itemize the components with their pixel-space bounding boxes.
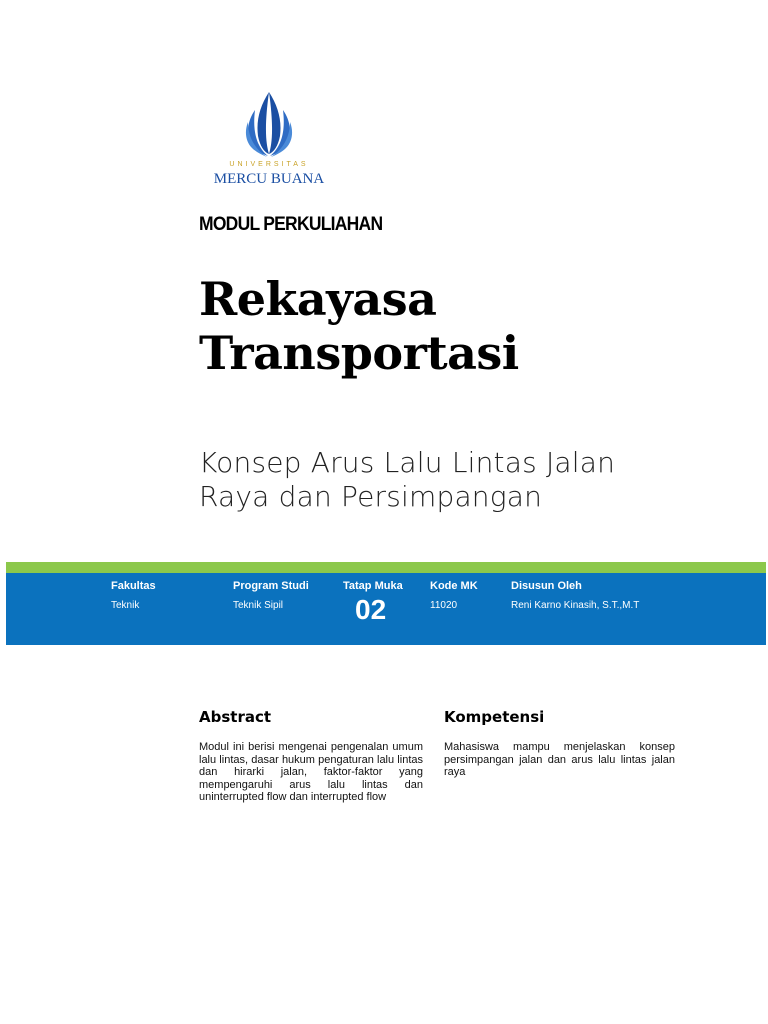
abstract-heading: Abstract: [199, 708, 272, 726]
page-subtitle: [199, 446, 615, 514]
tatap-muka-value: 02: [355, 594, 387, 625]
page-title: [199, 272, 519, 380]
kode-mk-label: Kode MK: [430, 580, 478, 592]
fakultas-block: [111, 580, 156, 611]
university-logo: [200, 88, 338, 192]
flame-emblem-icon: [200, 88, 338, 160]
title-line-2: Transportasi: [199, 326, 519, 380]
logo-universitas-label: UNIVERSITAS: [229, 161, 309, 168]
disusun-value: Reni Karno Kinasih, S.T.,M.T: [511, 600, 640, 611]
prodi-label: Program Studi: [233, 580, 309, 592]
fakultas-label: Fakultas: [111, 580, 156, 592]
title-line-1: Rekayasa: [199, 272, 437, 326]
document-kind: MODUL PERKULIAHAN: [199, 214, 383, 235]
prodi-block: [233, 580, 309, 611]
disusun-label: Disusun Oleh: [511, 580, 582, 592]
kode-mk-block: [430, 580, 478, 611]
prodi-value: Teknik Sipil: [233, 600, 284, 611]
kompetensi-body: Mahasiswa mampu menjelaskan konsep persimpangan jalan dan arus lalu lintas jalan raya: [444, 741, 675, 778]
tatap-muka-label: Tatap Muka: [343, 580, 403, 592]
tatap-muka-block: [343, 580, 403, 626]
subtitle-line-2: Raya dan Persimpangan: [199, 480, 543, 513]
kompetensi-heading: Kompetensi: [444, 708, 545, 726]
disusun-block: [511, 580, 639, 611]
logo-university-name: MERCU BUANA: [213, 171, 325, 187]
fakultas-value: Teknik: [111, 600, 140, 611]
abstract-body: Modul ini berisi mengenai pengenalan umum lalu lintas, dasar hukum pengaturan lalu lintas dan hirarki jalan, faktor-faktor yang mempengaruhi arus lalu lintas dan uninterrupted flow dan interrupted flow: [199, 741, 423, 803]
green-accent-bar: [6, 562, 766, 573]
subtitle-line-1: Konsep Arus Lalu Lintas Jalan: [199, 446, 616, 479]
kode-mk-value: 11020: [430, 600, 458, 611]
